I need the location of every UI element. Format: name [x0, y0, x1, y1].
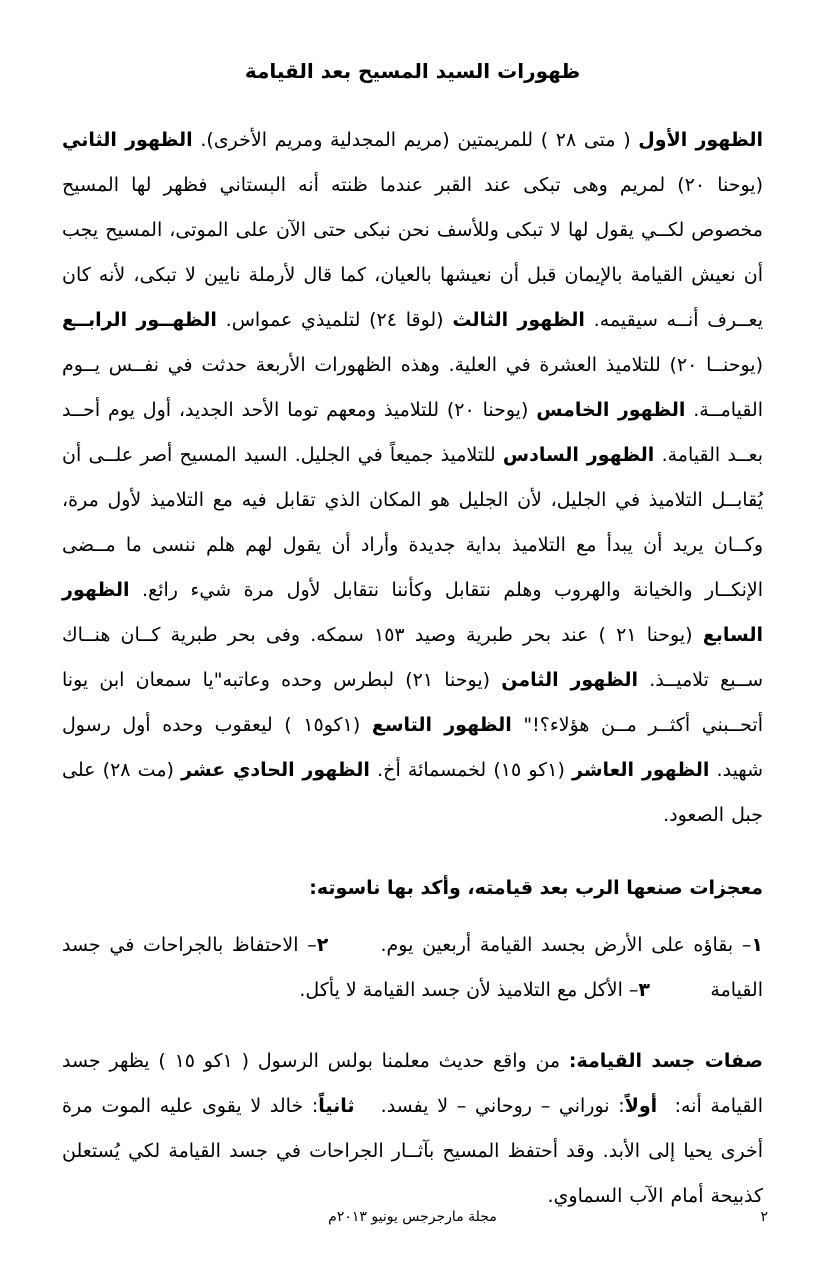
text-run: (١كو ١٥) لخمسمائة أخ.	[369, 759, 573, 781]
text-run: : خالد لا يقوى عليه الموت مرة أخرى يحيا إلى الأبد. وقد أحتفظ المسيح بآثــار الجراحات في جسد القيامة لكي يُستعلن كذبيحة أمام الآب السماوي.	[62, 1095, 763, 1207]
text-run: القيامة	[650, 979, 763, 1001]
bold-text-run: الظهور الأول	[638, 129, 764, 151]
bold-text-run: الظهور العاشر	[572, 759, 710, 781]
bold-text-run: الظهور الثالث	[452, 309, 585, 331]
page-footer	[0, 1202, 825, 1232]
bold-text-run: أولاً	[624, 1095, 658, 1117]
bold-text-run: الظهور الثاني	[62, 129, 193, 151]
text-run: (يوحنا ٢٠) لمريم وهى تبكى عند القبر عندما ظنته أنه البستاني فظهر لها المسيح مخصوص لكــي يقول لها لا تبكى وللأسف نحن نبكى حتى الآن على الموتى، المسيح يجب أن نعيش القيامة بالإيمان قبل أن نعيشها بالعيان، كما قال لأرملة نايين لا تبكى، لأنه كان يعــرف أنــه سيقيمه.	[62, 174, 763, 331]
text-run: (١كو١٥ ) ليعقوب وحده أول رسول شهيد.	[62, 714, 763, 781]
text-run: : نوراني – روحاني – لا يفسد.	[354, 1095, 625, 1117]
heading-miracles: معجزات صنعها الرب بعد قيامته، وأكد بها ناسوته:	[309, 877, 763, 899]
bold-text-run: الظهور الثامن	[501, 669, 638, 691]
list-row-1	[62, 923, 763, 968]
bold-text-run: الظهور السابع	[62, 579, 763, 646]
bold-text-run: الظهور السادس	[502, 444, 655, 466]
text-run: (مت ٢٨) على جبل الصعود.	[62, 759, 763, 826]
bold-text-run: ١	[751, 934, 764, 956]
footer-page-number: ٢	[760, 1209, 768, 1225]
bold-text-run: الظهور الحادي عشر	[181, 759, 370, 781]
bold-text-run: ٢	[316, 934, 329, 956]
bold-text-run: الظهور الخامس	[536, 399, 686, 421]
bold-text-run: ٣	[638, 979, 651, 1001]
footer-journal-title: مجلة مارجرجس يونيو ٢٠١٣م	[328, 1209, 497, 1225]
text-run: من واقع حديث معلمنا بولس الرسول ( ١كو ١٥ ) يظهر جسد القيامة أنه:	[62, 1050, 764, 1117]
bold-text-run: صفات جسد القيامة:	[568, 1050, 763, 1072]
paragraph-appearances	[62, 118, 763, 838]
page-content	[62, 56, 763, 1219]
bold-text-run: الظهــور الرابــع	[62, 309, 217, 331]
paragraph-attributes	[62, 1039, 763, 1219]
bold-text-run: ثانياً	[318, 1095, 355, 1117]
page-title: ظهورات السيد المسيح بعد القيامة	[244, 59, 581, 83]
miracles-list	[62, 923, 763, 1013]
text-run: (يوحنا ٢١ ) عند بحر طبرية وصيد ١٥٣ سمكه. وفى بحر طبرية كــان هنــاك ســبع تلاميــذ.	[62, 624, 763, 691]
text-run: (يوحنــا ٢٠) للتلاميذ العشرة في العلية. وهذه الظهورات الأربعة حدثت في نفــس يــوم القيامــة.	[62, 354, 763, 421]
list-row-2	[62, 968, 763, 1013]
text-run: – الاحتفاظ بالجراحات في جسد	[62, 934, 317, 956]
text-run: ( متى ٢٨ ) للمريمتين (مريم المجدلية ومريم الأخرى).	[192, 129, 639, 151]
text-run: (يوحنا ٢١) لبطرس وحده وعاتبه"يا سمعان ابن يونا أتحــبني أكثــر مــن هؤلاء؟!"	[62, 669, 763, 736]
text-run: (لوقا ٢٤) لتلميذي عمواس.	[216, 309, 453, 331]
text-run: (يوحنا ٢٠) للتلاميذ ومعهم توما الأحد الجديد، أول يوم أحــد بعــد القيامة.	[62, 399, 763, 466]
text-run: – بقاؤه على الأرض بجسد القيامة أربعين يوم.	[328, 934, 752, 956]
text-run: – الأكل مع التلاميذ لأن جسد القيامة لا يأكل.	[299, 979, 639, 1001]
text-run: للتلاميذ جميعاً في الجليل. السيد المسيح أصر علــى أن يُقابــل التلاميذ في الجليل، لأن الجليل هو المكان الذي تقابل فيه مع التلاميذ لأول مرة، وكــان يريد أن يبدأ مع التلاميذ بداية جديدة وأراد أن يقول لهم هلم ننسى ما مــضى الإنكــار والخيانة والهروب وهلم نتقابل وكأننا نتقابل لأول مرة شيء رائع.	[62, 444, 763, 601]
bold-text-run: الظهور التاسع	[371, 714, 512, 736]
